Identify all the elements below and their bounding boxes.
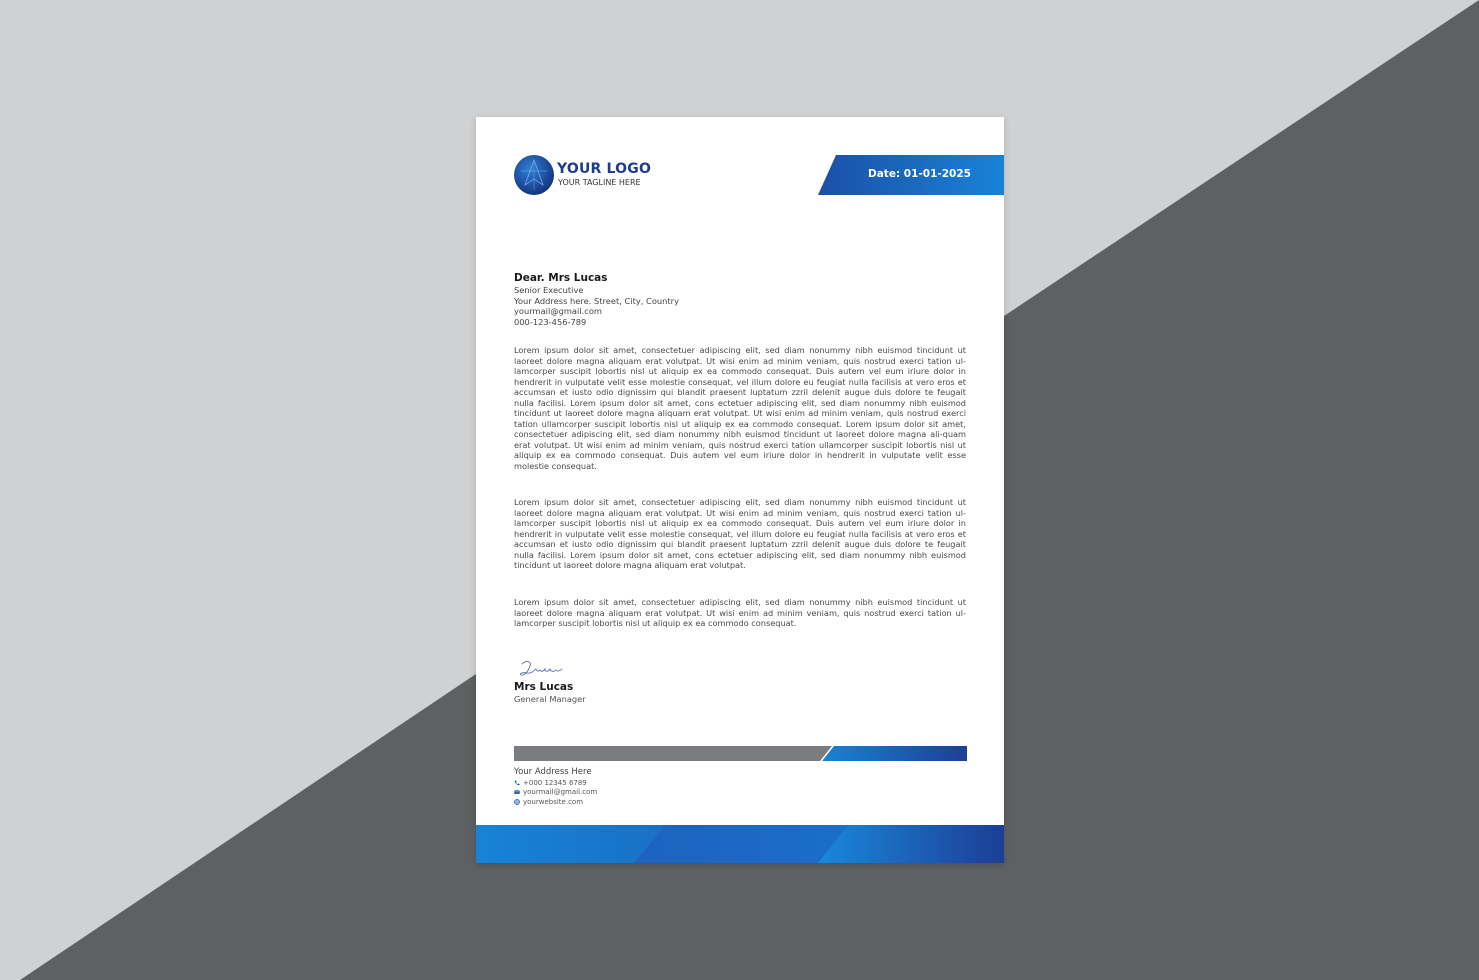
bottom-gradient-band <box>476 825 1004 863</box>
footer-email-row <box>514 788 597 796</box>
body-paragraph-1: Lorem ipsum dolor sit amet, consectetuer adipiscing elit, sed diam nonummy nibh euismod tincidunt ut laoreet dolore magna aliquam erat volutpat. Ut wisi enim ad minim veniam, quis nostrud exerci tation ul-lamcorper suscipit lobortis nisl ut aliquip ex ea commodo consequat. Duis autem vel eum iriure dolor in hendrerit in vulputate velit esse molestie consequat, vel illum dolore eu feugiat nulla facilisis at vero eros et accumsan et iusto odio dignissim qui blandit praesent luptatum zzril delenit augue duis dolore te feugait nulla facilisi. Lorem ipsum dolor sit amet, cons ectetuer adipiscing elit, sed diam nonummy nibh euismod tincidunt ut laoreet dolore magna aliquam erat volutpat. Ut wisi enim ad minim veniam, quis nostrud exerci tation ullamcorper suscipit lobortis nisl ut aliquip ex ea commodo consequat. Lorem ipsum dolor sit amet, consectetuer adipiscing elit, sed diam nonummy nibh euismod tincidunt ut laoreet dolore magna ali-quam erat volutpat. Ut wisi enim ad minim veniam, quis nostrud exerci tation ullamcorper suscipit lobortis nisl ut aliquip ex ea commodo consequat. Duis autem vel eum iriure dolor in hendrerit in vulputate velit esse molestie consequat. <box>514 345 966 472</box>
footer-phone-row <box>514 779 587 787</box>
date-label: Date: 01-01-2025 <box>868 168 971 180</box>
footer-website: yourwebsite.com <box>523 798 584 806</box>
footer-email: yourmail@gmail.com <box>523 788 598 796</box>
footer-website-row <box>514 798 583 806</box>
footer-phone: +000 12345 6789 <box>523 779 587 787</box>
body-paragraph-2: Lorem ipsum dolor sit amet, consectetuer adipiscing elit, sed diam nonummy nibh euismod tincidunt ut laoreet dolore magna aliquam erat volutpat. Ut wisi enim ad minim veniam, quis nostrud exerci tation ul-lamcorper suscipit lobortis nisl ut aliquip ex ea commodo consequat. Duis autem vel eum iriure dolor in hendrerit in vulputate velit esse molestie consequat, vel illum dolore eu feugiat nulla facilisis at vero eros et accumsan et iusto odio dignissim qui blandit praesent luptatum zzril delenit augue duis dolore te feugait nulla facilisi. Lorem ipsum dolor sit amet, cons ectetuer adipiscing elit, sed diam nonummy nibh euismod tincidunt ut laoreet dolore magna aliquam erat volutpat. <box>514 497 966 571</box>
body-paragraph-3: Lorem ipsum dolor sit amet, consectetuer adipiscing elit, sed diam nonummy nibh euismod tincidunt ut laoreet dolore magna aliquam erat volutpat. Ut wisi enim ad minim veniam, quis nostrud exerci tation ul-lamcorper suscipit lobortis nisl ut aliquip ex ea commodo consequat. <box>514 597 966 629</box>
signatory-name: Mrs Lucas <box>514 681 574 693</box>
recipient-block <box>514 272 679 327</box>
footer-divider-bar <box>514 746 967 761</box>
handwritten-signature <box>518 656 566 680</box>
recipient-title: Senior Executive <box>514 285 584 295</box>
letterhead-page <box>476 117 1004 863</box>
globe-icon <box>514 799 520 805</box>
signatory-title: General Manager <box>514 694 586 704</box>
logo-globe-icon <box>513 154 555 196</box>
recipient-name: Dear. Mrs Lucas <box>514 272 608 284</box>
logo-tagline: YOUR TAGLINE HERE <box>558 178 641 187</box>
logo-title: YOUR LOGO <box>557 161 652 177</box>
recipient-address: Your Address here. Street, City, Country <box>514 295 679 306</box>
footer-address: Your Address Here <box>514 767 592 777</box>
phone-icon <box>514 780 520 786</box>
recipient-phone: 000-123-456-789 <box>514 316 587 327</box>
mail-icon <box>514 789 520 795</box>
recipient-email: yourmail@gmail.com <box>514 306 602 317</box>
